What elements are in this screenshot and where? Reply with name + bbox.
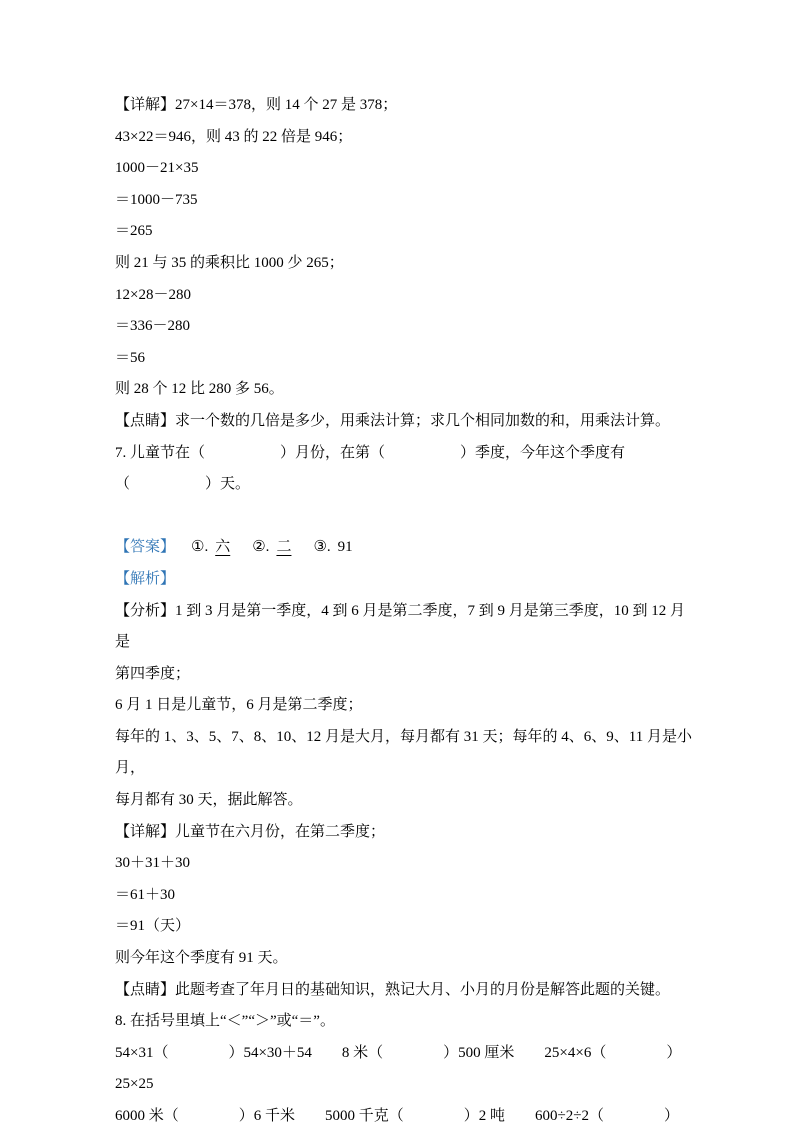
text-line: 6 月 1 日是儿童节，6 月是第二季度； — [115, 697, 363, 714]
text-line: 每年的 1、3、5、7、8、10、12 月是大月，每月都有 31 天；每年的 4、6、9、11 月是小月， — [115, 728, 692, 777]
answer-2-value: 二 — [276, 539, 292, 556]
answer-tag: 【答案】 — [115, 539, 176, 556]
q7-answer-line — [115, 532, 694, 564]
q6-explanation-lines — [115, 90, 694, 438]
analysis-tag: 【解析】 — [115, 570, 176, 587]
q8-block — [115, 1006, 694, 1123]
text-line: ＝265 — [115, 223, 153, 240]
text-line: 6000 米（ ）6 千米 5000 千克（ ）2 吨 600÷2÷2（ ） — [115, 1108, 679, 1123]
answer-1-marker: ①. — [191, 539, 209, 556]
text-line: 12×28－280 — [115, 286, 191, 303]
text-line: 【分析】1 到 3 月是第一季度，4 到 6 月是第二季度，7 到 9 月是第三季度，10 到 12 月是 — [115, 602, 686, 651]
answer-item-3 — [313, 539, 352, 555]
answer-3-marker: ③. — [313, 539, 331, 556]
text-line: 25×25 — [115, 1076, 154, 1093]
q7-question: 7. 儿童节在（ ）月份，在第（ ）季度，今年这个季度有（ ）天。 — [115, 444, 626, 493]
text-line: 【点睛】求一个数的几倍是多少，用乘法计算；求几个相同加数的和，用乘法计算。 — [115, 412, 671, 429]
q7-analysis-line — [115, 564, 694, 596]
text-line: 54×31（ ）54×30＋54 8 米（ ）500 厘米 25×4×6（ ） — [115, 1044, 682, 1061]
text-line: ＝56 — [115, 349, 146, 366]
text-line: ＝61＋30 — [115, 886, 176, 903]
text-line: 【详解】27×14＝378，则 14 个 27 是 378； — [115, 97, 398, 113]
text-line: ＝91（天） — [115, 918, 191, 935]
text-line: 【详解】儿童节在六月份，在第二季度； — [115, 823, 386, 840]
q8-lines — [115, 1006, 694, 1123]
text-line: 则 28 个 12 比 280 多 56。 — [115, 381, 284, 398]
q7-block — [115, 438, 694, 1007]
text-line: 30＋31＋30 — [115, 855, 191, 872]
text-line: 1000－21×35 — [115, 160, 199, 177]
text-line: ＝336－280 — [115, 318, 191, 335]
text-line: 则 21 与 35 的乘积比 1000 少 265； — [115, 254, 344, 271]
text-line: 8. 在括号里填上“＜”“＞”或“＝”。 — [115, 1013, 335, 1030]
text-line: 则今年这个季度有 91 天。 — [115, 950, 288, 967]
q6-explanation-block — [115, 90, 694, 438]
text-line: 43×22＝946，则 43 的 22 倍是 946； — [115, 128, 353, 145]
answer-2-marker: ②. — [252, 539, 270, 556]
text-line: 【点睛】此题考查了年月日的基础知识，熟记大月、小月的月份是解答此题的关键。 — [115, 981, 671, 998]
blank-line-spacer — [115, 501, 694, 533]
answer-item-2 — [252, 539, 291, 555]
text-line: 第四季度； — [115, 665, 191, 682]
text-line: 每月都有 30 天，据此解答。 — [115, 792, 303, 809]
answer-item-1 — [191, 539, 230, 555]
text-line: ＝1000－735 — [115, 191, 198, 208]
q7-explanation-lines — [115, 596, 694, 1007]
answer-3-value: 91 — [337, 539, 353, 556]
answer-1-value: 六 — [215, 539, 231, 556]
